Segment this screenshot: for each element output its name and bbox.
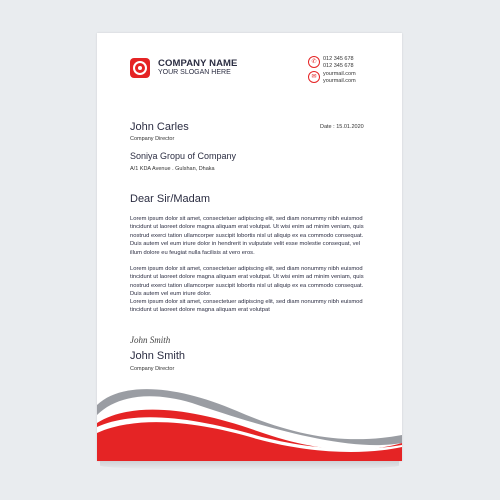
handwritten-signature: John Smith: [130, 335, 171, 345]
page-shadow: [100, 461, 399, 470]
email-line-1: yourmail.com: [323, 71, 356, 77]
recipient-address: A/1 KDA Avenue . Gulshan, Dhaka: [130, 166, 215, 172]
salutation: Dear Sir/Madam: [130, 193, 211, 205]
company-slogan: YOUR SLOGAN HERE: [158, 69, 231, 76]
signatory-title: Company Director: [130, 366, 175, 372]
recipient-company: Soniya Gropu of Company: [130, 151, 237, 161]
body-paragraph-3: Lorem ipsum dolor sit amet, consectetuer adipiscing elit, sed diam nonummy nibh euismod tincidunt ut laoreet dolore magna aliquam erat volutpat: [130, 299, 363, 314]
letterhead-page: [97, 33, 402, 461]
sender-name: John Carles: [130, 121, 189, 133]
company-logo: [130, 58, 150, 78]
body-paragraph-1: Lorem ipsum dolor sit amet, consectetuer adipiscing elit, sed diam nonummy nibh euismod tincidunt ut laoreet dolore magna aliquam erat volutpat. Ut wisi enim ad minim veniam, quis nostrud exerci tation ullamcorper suscipit lobortis nisl ut aliquip ex ea commodo consequat. Duis autem vel eum iriure dolor in hendrerit in vulputate velit esse molestie consequat, vel illum dolore eu feugiat nulla facilisis at vero eros.: [130, 216, 364, 256]
body-paragraph-2: Lorem ipsum dolor sit amet, consectetuer adipiscing elit, sed diam nonummy nibh euismod tincidunt ut laoreet dolore magna aliquam erat volutpat. Ut wisi enim ad minim veniam, quis nostrud exerci tation ullamcorper suscipit lobortis nisl ut aliquip ex ea commodo consequat. Duis autem vel eum iriure dolor.: [130, 266, 364, 298]
phone-line-2: 012 345 678: [323, 62, 354, 69]
letter-date: Date : 15.01.2020: [320, 124, 364, 130]
signatory-name: John Smith: [130, 350, 186, 362]
email-line-2: yourmail.com: [323, 77, 356, 84]
phone-icon: ✆: [308, 56, 320, 68]
phone-numbers: [323, 56, 354, 69]
phone-line-1: 012 345 678: [323, 56, 354, 62]
mail-icon: ✉: [308, 71, 320, 83]
sender-title: Company Director: [130, 136, 175, 142]
footer-waves: [97, 363, 402, 461]
email-addresses: [323, 71, 356, 84]
company-name: COMPANY NAME: [158, 58, 238, 69]
